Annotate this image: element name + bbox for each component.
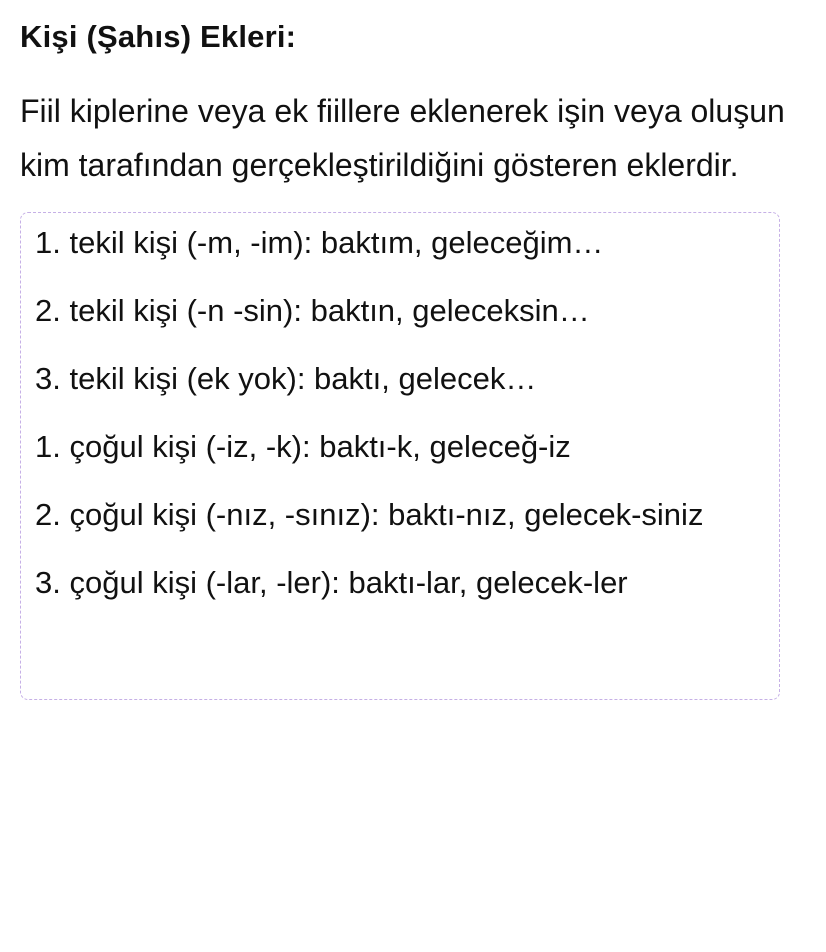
list-item: 3. tekil kişi (ek yok): baktı, gelecek… [35,361,537,396]
section-heading: Kişi (Şahıs) Ekleri: [20,19,297,54]
page-content [20,16,810,700]
list-item: 1. tekil kişi (-m, -im): baktım, geleceğim… [35,225,604,260]
suffix-list-box [20,212,780,700]
list-item: 1. çoğul kişi (-iz, -k): baktı-k, geleceğ-iz [35,429,571,464]
list-item: 3. çoğul kişi (-lar, -ler): baktı-lar, gelecek-ler [35,565,628,600]
intro-paragraph: Fiil kiplerine veya ek fiillere eklenerek işin veya oluşun kim tarafından gerçekleştirildiğini gösteren eklerdir. [20,93,785,183]
list-item: 2. çoğul kişi (-nız, -sınız): baktı-nız, gelecek-siniz [35,497,704,532]
list-item: 2. tekil kişi (-n -sin): baktın, geleceksin… [35,293,590,328]
